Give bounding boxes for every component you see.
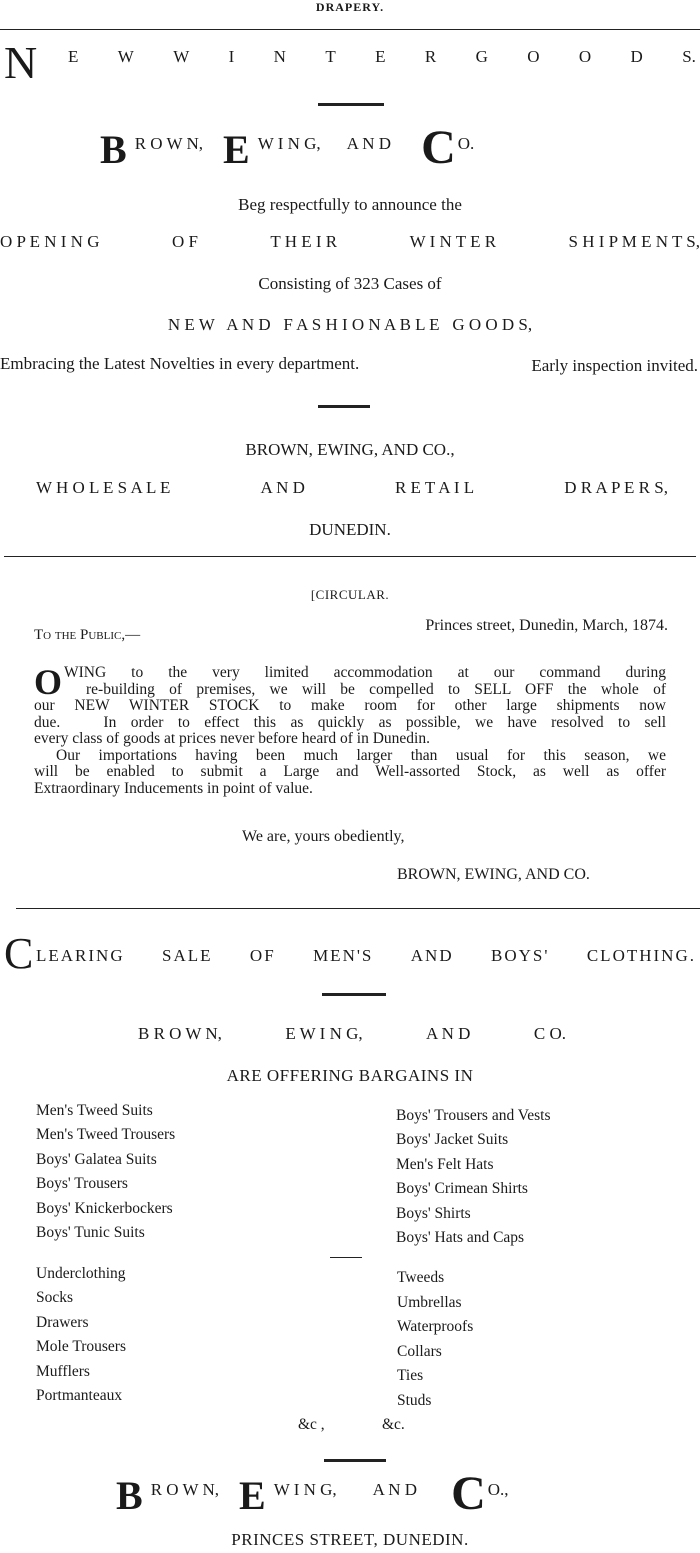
ad2-headline-word-2: OF — [249, 946, 276, 965]
headline-letter-9: O — [527, 47, 540, 66]
new-goods-line: N E W A N D F A S H I O N A B L E G O O D S, — [167, 315, 533, 334]
left-bottom-item: Underclothing — [36, 1265, 126, 1282]
etc-2: &c. — [382, 1416, 405, 1433]
circular-line: re-building of premises, we will be compelled to SELL OFF the whole of — [86, 680, 666, 698]
right-bottom-item: Tweeds — [397, 1269, 445, 1286]
ad2-headline-word-4: AND — [410, 946, 454, 965]
ad2-firm-word-2: A N D — [426, 1024, 471, 1043]
ad2-headline-word-3: MEN'S — [313, 946, 374, 965]
right-top-item: Boys' Hats and Caps — [396, 1229, 525, 1246]
headline-initial: N — [4, 37, 38, 88]
list-divider — [330, 1257, 362, 1258]
ad2-firm-word-3: C O. — [533, 1024, 566, 1043]
early-line: Early inspection invited. — [531, 356, 698, 375]
section-rule — [16, 908, 700, 909]
headline-letter-10: O — [578, 47, 592, 66]
headline-letter-8: G — [475, 47, 488, 66]
headline-letter-11: D — [630, 47, 643, 66]
trade-word-1: A N D — [260, 478, 305, 497]
circular-line: due. In order to effect this as quickly as possible, we have resolved to sell — [34, 713, 666, 731]
left-top-item: Boys' Knickerbockers — [36, 1199, 173, 1217]
firm-name — [100, 121, 475, 174]
left-bottom-item: Socks — [36, 1289, 74, 1307]
right-top-item: Boys' Crimean Shirts — [396, 1180, 528, 1198]
headline — [68, 47, 696, 67]
ad2-firm-word-0: B R O W N, — [138, 1024, 222, 1043]
headline-letter-12: S. — [682, 47, 696, 66]
right-bottom-item: Studs — [397, 1392, 432, 1409]
headline-letter-0: E — [68, 47, 79, 66]
circular-line: every class of goods at prices never before heard of in Dunedin. — [34, 730, 430, 747]
headline-letter-2: W — [173, 47, 190, 66]
divider — [318, 103, 384, 106]
right-top-item: Boys' Jacket Suits — [396, 1131, 509, 1149]
ad2-firm — [138, 1024, 566, 1044]
ad2-headline — [36, 946, 696, 966]
embracing-line: Embracing the Latest Novelties in every department. — [0, 354, 360, 373]
opening-word-3: W I N T E R — [409, 232, 497, 251]
footer-word-brown: R O W N, — [150, 1480, 220, 1499]
ad2-headline-word-0: LEARING — [36, 946, 125, 965]
trade-word-2: R E T A I L — [394, 478, 475, 497]
circular-line: will be enabled to submit a Large and Well-assorted Stock, as well as offer — [34, 763, 666, 780]
header-rule — [0, 29, 700, 30]
right-bottom-item: Waterproofs — [397, 1318, 474, 1336]
firm-line: BROWN, EWING, AND CO., — [245, 440, 455, 459]
left-top-item: Boys' Tunic Suits — [36, 1224, 145, 1241]
ad2-headline-word-6: CLOTHING. — [586, 946, 696, 965]
left-bottom-item: Portmanteaux — [36, 1387, 123, 1404]
circular-closing: We are, yours obediently, — [242, 828, 405, 845]
circular-initial: O — [34, 662, 63, 702]
right-bottom-item: Collars — [397, 1342, 442, 1360]
left-bottom-item: Mole Trousers — [36, 1338, 127, 1356]
section-header: DRAPERY. — [315, 0, 385, 14]
headline-letter-5: T — [325, 47, 336, 66]
headline-letter-1: W — [117, 47, 134, 66]
divider — [324, 1459, 386, 1462]
opening-word-0: O P E N I N G — [0, 232, 100, 251]
trade-word-0: W H O L E S A L E — [36, 478, 171, 497]
footer-word-and: A N D — [372, 1480, 418, 1499]
firm-initial-b: B — [100, 127, 127, 172]
ad2-headline-word-1: SALE — [162, 946, 213, 965]
headline-letter-3: I — [228, 47, 235, 66]
headline-letter-7: R — [424, 47, 437, 66]
right-top-item: Boys' Shirts — [396, 1204, 471, 1222]
right-bottom-item: Ties — [397, 1367, 424, 1385]
street-line: PRINCES STREET, DUNEDIN. — [231, 1530, 469, 1549]
circular-address: Princes street, Dunedin, March, 1874. — [425, 617, 668, 634]
headline-letter-6: E — [375, 47, 386, 66]
right-top-item: Men's Felt Hats — [396, 1155, 494, 1173]
circular-body — [34, 662, 666, 797]
footer-initial-b: B — [116, 1473, 143, 1518]
ad2-headline-word-5: BOYS' — [491, 946, 550, 965]
circular-tag: [CIRCULAR. — [310, 587, 390, 602]
ad2-firm-word-1: E W I N G, — [285, 1024, 363, 1043]
footer-word-co: O., — [487, 1480, 509, 1499]
divider — [318, 405, 370, 408]
left-top-item: Men's Tweed Trousers — [36, 1126, 176, 1144]
firm-initial-c: C — [421, 121, 456, 174]
circular-line: our NEW WINTER STOCK to make room for other large shipments now — [34, 697, 666, 714]
opening-line — [0, 232, 700, 252]
circular-line: Extraordinary Inducements in point of value. — [34, 779, 313, 797]
right-bottom-item: Umbrellas — [397, 1293, 462, 1311]
section-rule — [4, 556, 696, 557]
firm-initial-e: E — [223, 127, 250, 172]
circular-line: WING to the very limited accommodation at our command during — [64, 664, 666, 681]
firm-word-ewing: W I N G, — [257, 134, 321, 153]
right-top-item: Boys' Trousers and Vests — [396, 1107, 551, 1124]
trade-line — [36, 478, 668, 498]
left-top-item: Boys' Galatea Suits — [36, 1150, 157, 1168]
firm-word-brown: R O W N, — [134, 134, 204, 153]
footer-initial-c: C — [451, 1467, 486, 1520]
ad2-initial: C — [4, 929, 34, 978]
left-bottom-item: Mufflers — [36, 1362, 90, 1380]
etc-1: &c , — [298, 1416, 325, 1433]
opening-word-2: T H E I R — [270, 232, 338, 251]
circular-signature: BROWN, EWING, AND CO. — [397, 866, 590, 883]
consisting-line: Consisting of 323 Cases of — [258, 274, 442, 293]
announce-line: Beg respectfully to announce the — [238, 195, 462, 214]
firm-word-and: A N D — [346, 134, 392, 153]
circular-line: Our importations having been much larger than usual for this season, we — [56, 746, 666, 764]
opening-word-4: S H I P M E N T S, — [568, 232, 700, 251]
firm-footer — [116, 1467, 509, 1520]
left-top-item: Men's Tweed Suits — [36, 1102, 153, 1119]
divider — [322, 993, 386, 996]
city-line: DUNEDIN. — [309, 520, 391, 539]
footer-initial-e: E — [239, 1473, 266, 1518]
offering-line: ARE OFFERING BARGAINS IN — [226, 1066, 474, 1085]
circular-salutation: To the Public,— — [34, 627, 141, 643]
opening-word-1: O F — [171, 232, 198, 251]
left-bottom-item: Drawers — [36, 1313, 89, 1331]
trade-word-3: D R A P E R S, — [564, 478, 668, 497]
headline-letter-4: N — [273, 47, 286, 66]
footer-word-ewing: W I N G, — [273, 1480, 337, 1499]
left-top-item: Boys' Trousers — [36, 1175, 128, 1193]
firm-word-co: O. — [457, 134, 475, 153]
